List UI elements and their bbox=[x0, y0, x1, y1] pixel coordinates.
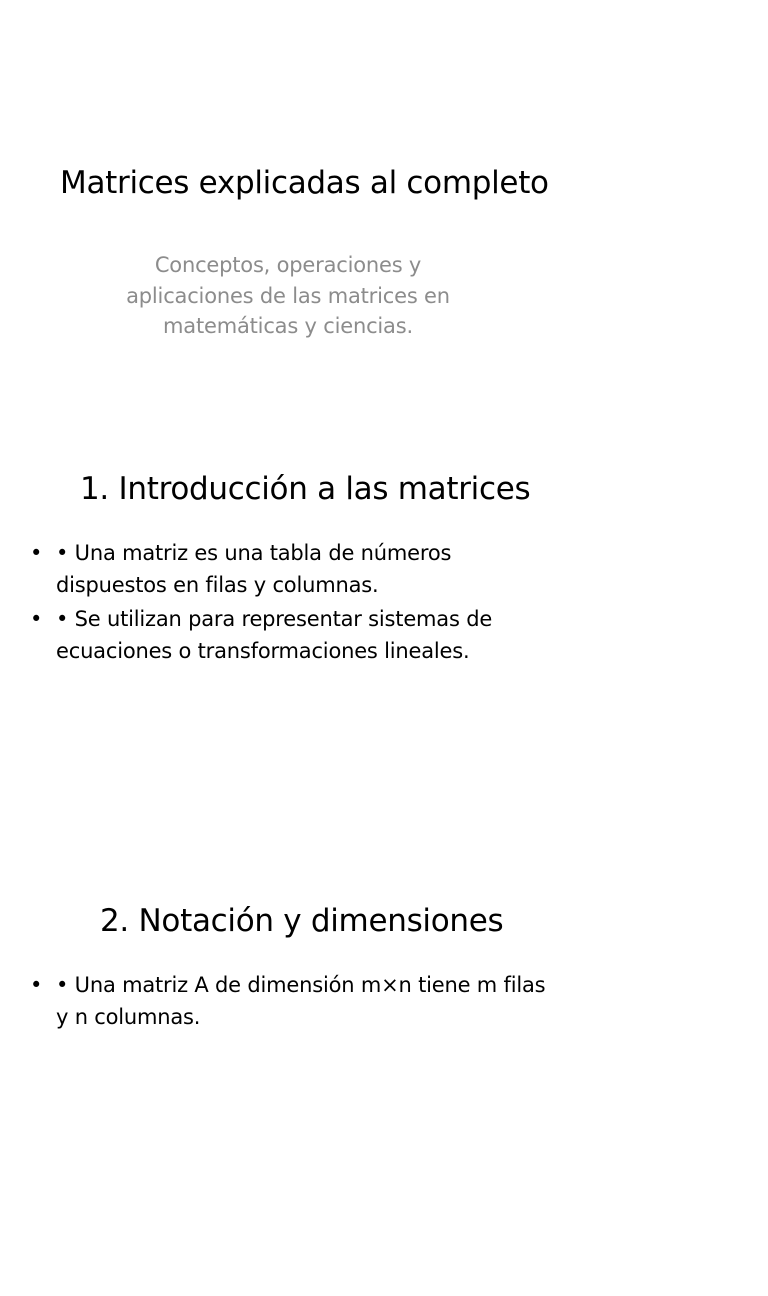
title-slide bbox=[0, 0, 768, 432]
bullet-text: • Se utilizan para representar sistemas de ecuaciones o transformaciones lineales. bbox=[56, 607, 493, 663]
bullet-text: • Una matriz es una tabla de números dispuestos en filas y columnas. bbox=[56, 541, 452, 597]
section-title: 2. Notación y dimensiones bbox=[100, 903, 504, 939]
bullet-list bbox=[0, 538, 560, 670]
bullet-item bbox=[0, 604, 560, 667]
bullet-text: • Una matriz A de dimensión m×n tiene m filas y n columnas. bbox=[56, 973, 546, 1029]
bullet-dot-icon: • bbox=[30, 541, 43, 565]
bullet-list bbox=[0, 970, 560, 1036]
slide-notation bbox=[0, 864, 768, 1296]
presentation-subtitle: Conceptos, operaciones y aplicaciones de las matrices en matemáticas y ciencias. bbox=[126, 253, 450, 338]
bullet-item bbox=[0, 538, 560, 601]
bullet-dot-icon: • bbox=[30, 973, 43, 997]
section-title: 1. Introducción a las matrices bbox=[80, 471, 531, 507]
bullet-dot-icon: • bbox=[30, 607, 43, 631]
slide-introduction bbox=[0, 432, 768, 864]
presentation-title: Matrices explicadas al completo bbox=[60, 165, 549, 201]
